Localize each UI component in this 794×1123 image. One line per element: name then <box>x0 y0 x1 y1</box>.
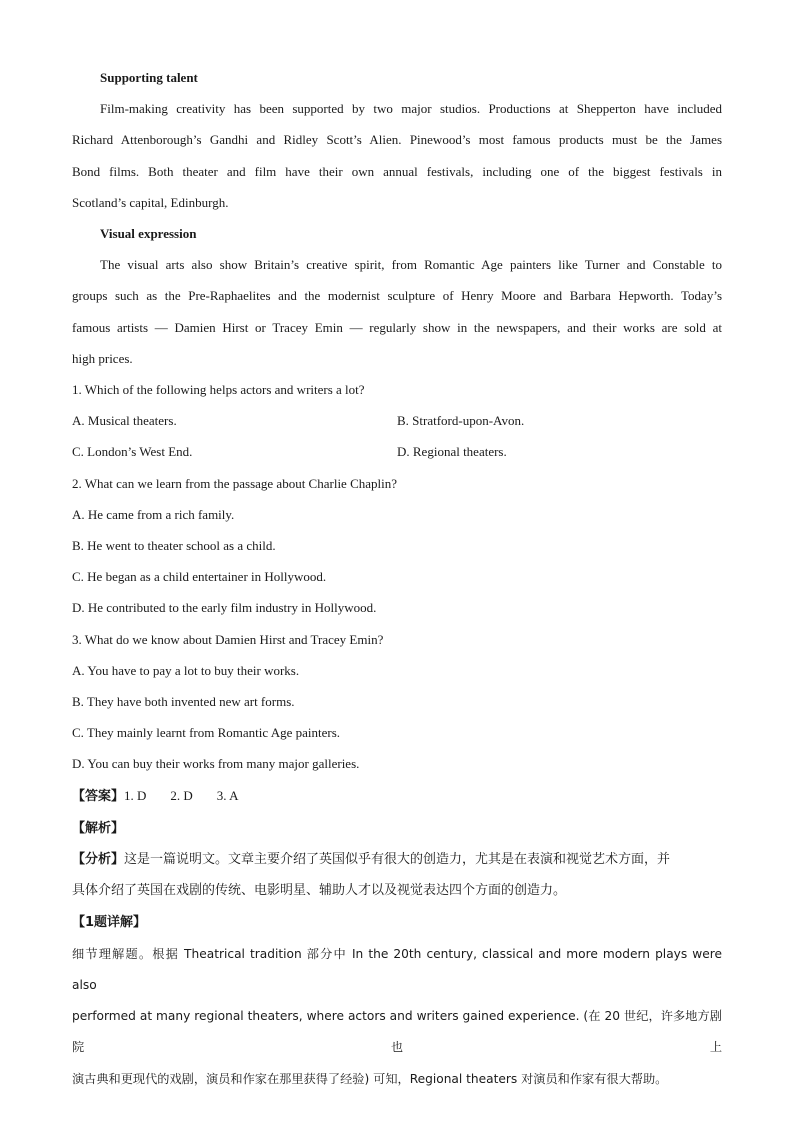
analysis-label: 【解析】 <box>72 820 125 836</box>
answer-2: 2. D <box>170 787 193 803</box>
paragraph-line: groups such as the Pre-Raphaelites and the modernist sculpture of Henry Moore and Barbara Hepworth. Today’s <box>72 288 722 304</box>
paragraph-line: Film-making creativity has been supported by two major studios. Productions at Shepperton have included <box>100 101 722 117</box>
question-3-stem: 3. What do we know about Damien Hirst and Tracey Emin? <box>72 631 384 647</box>
section-heading-supporting-talent: Supporting talent <box>100 70 198 85</box>
q1-detail-line-3: 演古典和更现代的戏剧，演员和作家在那里获得了经验) 可知，Regional theaters 对演员和作家有很大帮助。 <box>72 1071 668 1086</box>
analysis-summary-line-1 <box>72 844 722 875</box>
paragraph-line: Bond films. Both theater and film have their own annual festivals, including one of the biggest festivals in <box>72 163 722 179</box>
option-d: D. Regional theaters. <box>397 444 507 460</box>
document-page <box>72 62 722 1095</box>
section-heading-visual-expression: Visual expression <box>100 226 197 242</box>
summary-label: 【分析】 <box>72 852 125 868</box>
paragraph-line: The visual arts also show Britain’s creative spirit, from Romantic Age painters like Turner and Constable to <box>100 257 722 273</box>
option-a: A. You have to pay a lot to buy their works. <box>72 662 300 678</box>
analysis-summary-line-2: 具体介绍了英国在戏剧的传统、电影明星、辅助人才以及视觉表达四个方面的创造力。 <box>72 883 567 899</box>
option-b: B. He went to theater school as a child. <box>72 538 276 554</box>
answer-line <box>72 780 722 812</box>
option-c: C. They mainly learnt from Romantic Age painters. <box>72 725 341 741</box>
paragraph-line: high prices. <box>72 350 133 366</box>
option-a: A. Musical theaters. <box>72 413 177 429</box>
answer-label: 【答案】 <box>72 788 125 804</box>
question-1-options-row1 <box>72 405 722 436</box>
analysis-heading <box>72 812 722 844</box>
q1-detail-line-2: performed at many regional theaters, where actors and writers gained experience. (在 20 世纪，许多地方剧院也上 <box>72 1009 722 1055</box>
option-c: C. He began as a child entertainer in Hollywood. <box>72 569 327 585</box>
option-d: D. You can buy their works from many major galleries. <box>72 756 360 772</box>
q1-detail-label: 【1题详解】 <box>72 915 147 931</box>
option-c: C. London’s West End. <box>72 444 193 460</box>
option-b: B. Stratford-upon-Avon. <box>397 413 525 429</box>
question-2-stem: 2. What can we learn from the passage about Charlie Chaplin? <box>72 475 398 491</box>
option-b: B. They have both invented new art forms. <box>72 694 295 710</box>
summary-text: 这是一篇说明文。文章主要介绍了英国似乎有很大的创造力，尤其是在表演和视觉艺术方面，并 <box>124 852 671 868</box>
paragraph-line: Scotland’s capital, Edinburgh. <box>72 194 229 210</box>
question-1-options-row2 <box>72 436 722 467</box>
q1-detail-heading <box>72 906 722 938</box>
option-d: D. He contributed to the early film industry in Hollywood. <box>72 600 377 616</box>
answer-1: 1. D <box>124 787 147 803</box>
question-1-stem: 1. Which of the following helps actors and writers a lot? <box>72 382 365 398</box>
paragraph-line: famous artists — Damien Hirst or Tracey Emin — regularly show in the newspapers, and their works are sold at <box>72 319 722 335</box>
option-a: A. He came from a rich family. <box>72 506 235 522</box>
q1-detail-line-1: 细节理解题。根据 Theatrical tradition 部分中 In the 20th century, classical and more modern plays were also <box>72 946 722 992</box>
answer-3: 3. A <box>216 787 239 803</box>
paragraph-line: Richard Attenborough’s Gandhi and Ridley Scott’s Alien. Pinewood’s most famous products must be the James <box>72 132 722 148</box>
